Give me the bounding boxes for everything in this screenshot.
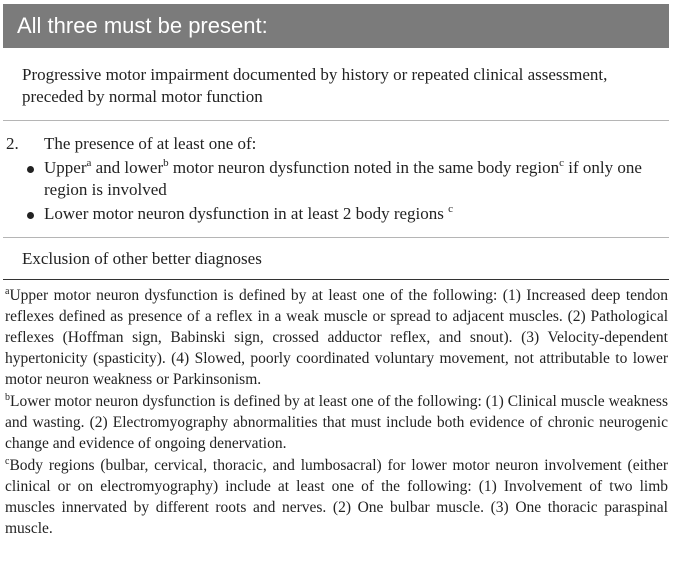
criterion-1: [3, 48, 669, 120]
bullet-text: and lower: [91, 158, 164, 177]
bullet-item: [25, 157, 657, 201]
footnote-text: Lower motor neuron dysfunction is defined by at least one of the following: (1) Clinical muscle weakness and wasting. (2) Electromyography abnormalities that must include both evidence of chronic neurogenic change and evidence of ongoing denervation.: [5, 393, 668, 452]
footnote-marker: c: [5, 456, 10, 467]
bullet-icon: [27, 212, 34, 219]
footnotes: [5, 285, 668, 540]
footnote-marker: b: [5, 392, 10, 403]
bullet-icon: [27, 166, 34, 173]
criterion-number: 2.: [6, 134, 19, 153]
bullet-text: if only one region is involved: [44, 158, 642, 199]
bullet-text: motor neuron dysfunction noted in the same body region: [168, 158, 560, 177]
footnote-b: [5, 391, 668, 454]
criterion-2-lead: [6, 133, 657, 155]
footnote-a: [5, 285, 668, 390]
footnote-c: [5, 455, 668, 539]
bullet-item: [25, 203, 657, 225]
footnote-marker: c: [448, 203, 454, 215]
footnote-text: Upper motor neuron dysfunction is defined by at least one of the following: (1) Increased deep tendon reflexes defined as presence of a reflex in a weak muscle or spread to adjacent muscles. (2) Pathological reflexes (Hoffman sign, Babinski sign, crossed adductor reflex, and snout). (3) Velocity-dependent hypertonicity (spasticity). (4) Slowed, poorly coordinated voluntary movement, not attributable to lower motor neuron weakness or Parkinsonism.: [5, 287, 668, 388]
footnote-marker: a: [86, 157, 92, 169]
criterion-number: [3, 248, 22, 270]
table-header: All three must be present:: [3, 4, 669, 48]
bullet-text: Upper: [44, 158, 87, 177]
criterion-3: [3, 237, 669, 279]
footnote-marker: b: [163, 157, 169, 169]
footnote-marker: a: [5, 286, 10, 297]
footnote-text: Body regions (bulbar, cervical, thoracic, and lumbosacral) for lower motor neuron involvement (either clinical or on electromyography) include at least one of the following: (1) Involvement of two limb muscles innervated by different roots and nerves. (2) One bulbar muscle. (3) One thoracic paraspinal muscle.: [5, 457, 668, 537]
footnote-marker: c: [559, 157, 564, 169]
criterion-2: [3, 120, 669, 237]
criterion-text: Progressive motor impairment documented by history or repeated clinical assessment, preceded by normal motor function: [22, 65, 608, 106]
criterion-number: [3, 64, 22, 86]
criteria-table: [3, 4, 669, 280]
criterion-text: Exclusion of other better diagnoses: [22, 249, 262, 268]
criterion-text: The presence of at least one of:: [44, 134, 257, 153]
bullet-text: Lower motor neuron dysfunction in at least 2 body regions: [44, 204, 449, 223]
